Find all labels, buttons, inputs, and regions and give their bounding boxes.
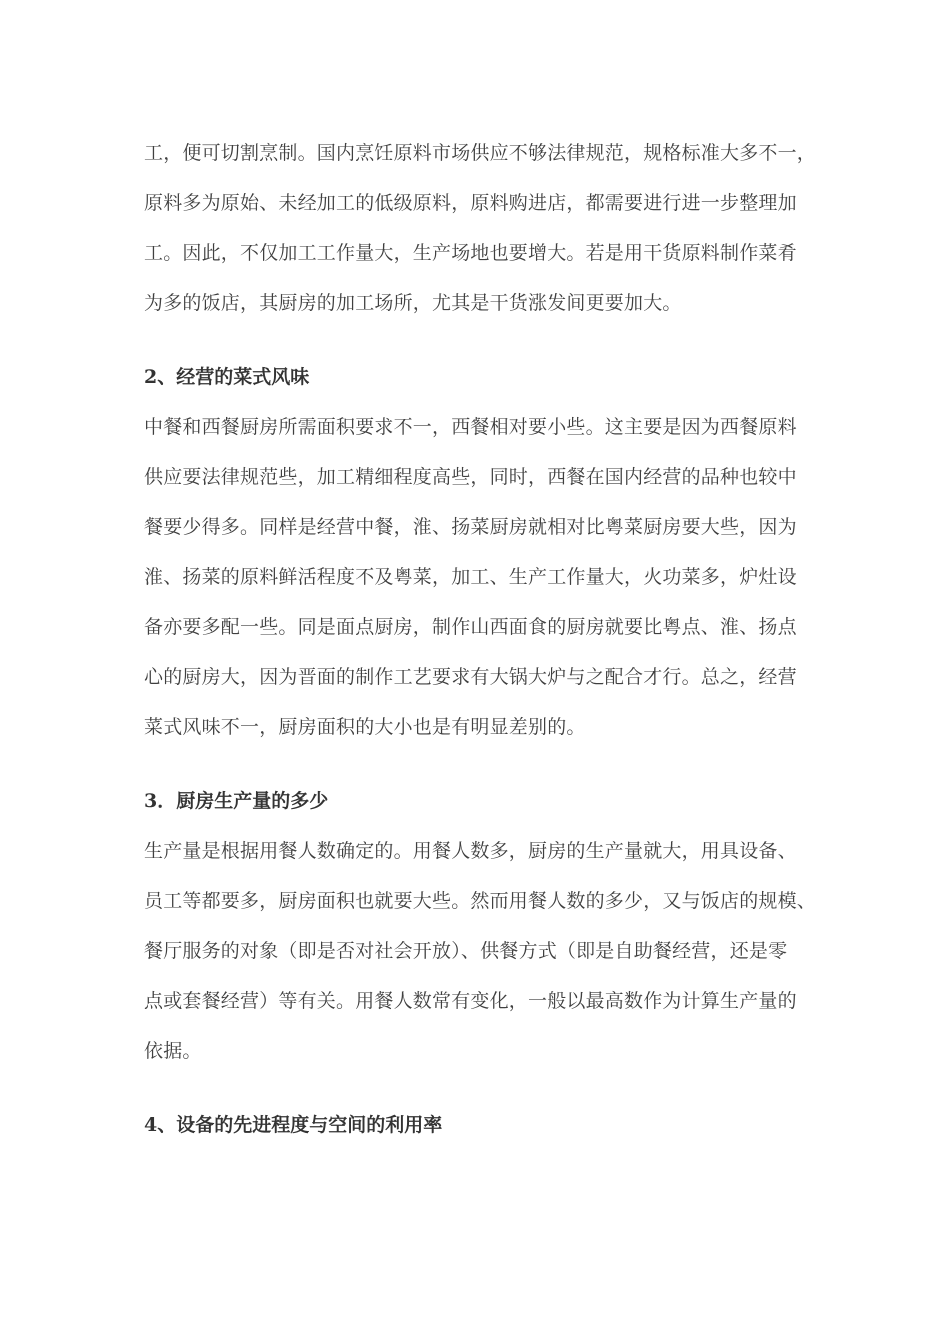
text-line: 员工等都要多，厨房面积也就要大些。然而用餐人数的多少，又与饭店的规模、 xyxy=(144,890,817,912)
text-line: 餐厅服务的对象（即是否对社会开放）、供餐方式（即是自助餐经营，还是零 xyxy=(144,940,788,962)
text-line: 供应要法律规范些，加工精细程度高些，同时，西餐在国内经营的品种也较中 xyxy=(144,466,797,488)
text-line: 淮、扬菜的原料鲜活程度不及粤菜，加工、生产工作量大，火功菜多，炉灶设 xyxy=(144,566,797,588)
text-line: 生产量是根据用餐人数确定的。用餐人数多，厨房的生产量就大，用具设备、 xyxy=(144,840,797,862)
text-line: 工。因此，不仅加工工作量大，生产场地也要增大。若是用干货原料制作菜肴 xyxy=(144,242,797,264)
cuisine-style-paragraph xyxy=(144,402,810,752)
text-line: 中餐和西餐厨房所需面积要求不一，西餐相对要小些。这主要是因为西餐原料 xyxy=(144,416,797,438)
intro-paragraph xyxy=(144,128,817,328)
text-line: 菜式风味不一，厨房面积的大小也是有明显差别的。 xyxy=(144,716,586,738)
text-line: 餐要少得多。同样是经营中餐，淮、扬菜厨房就相对比粤菜厨房要大些，因为 xyxy=(144,516,797,538)
section-gap xyxy=(144,752,810,776)
text-line: 为多的饭店，其厨房的加工场所，尤其是干货涨发间更要加大。 xyxy=(144,292,682,314)
section-gap xyxy=(144,1076,810,1100)
document-page xyxy=(144,128,817,1150)
text-line: 依据。 xyxy=(144,1040,202,1062)
section-heading-cuisine-style: 2、经营的菜式风味 xyxy=(144,366,310,388)
text-line: 点或套餐经营）等有关。用餐人数常有变化，一般以最高数作为计算生产量的 xyxy=(144,990,797,1012)
text-line: 备亦要多配一些。同是面点厨房，制作山西面食的厨房就要比粤点、淮、扬点 xyxy=(144,616,797,638)
section-heading-production-volume: 3．厨房生产量的多少 xyxy=(144,790,329,812)
text-line: 原料多为原始、未经加工的低级原料，原料购进店，都需要进行进一步整理加 xyxy=(144,192,797,214)
section-gap xyxy=(144,328,810,352)
section-heading-equipment: 4、设备的先进程度与空间的利用率 xyxy=(144,1114,443,1136)
production-volume-paragraph xyxy=(144,826,817,1076)
text-line: 心的厨房大，因为晋面的制作工艺要求有大锅大炉与之配合才行。总之，经营 xyxy=(144,666,797,688)
text-line: 工，便可切割烹制。国内烹饪原料市场供应不够法律规范，规格标准大多不一， xyxy=(144,142,817,164)
